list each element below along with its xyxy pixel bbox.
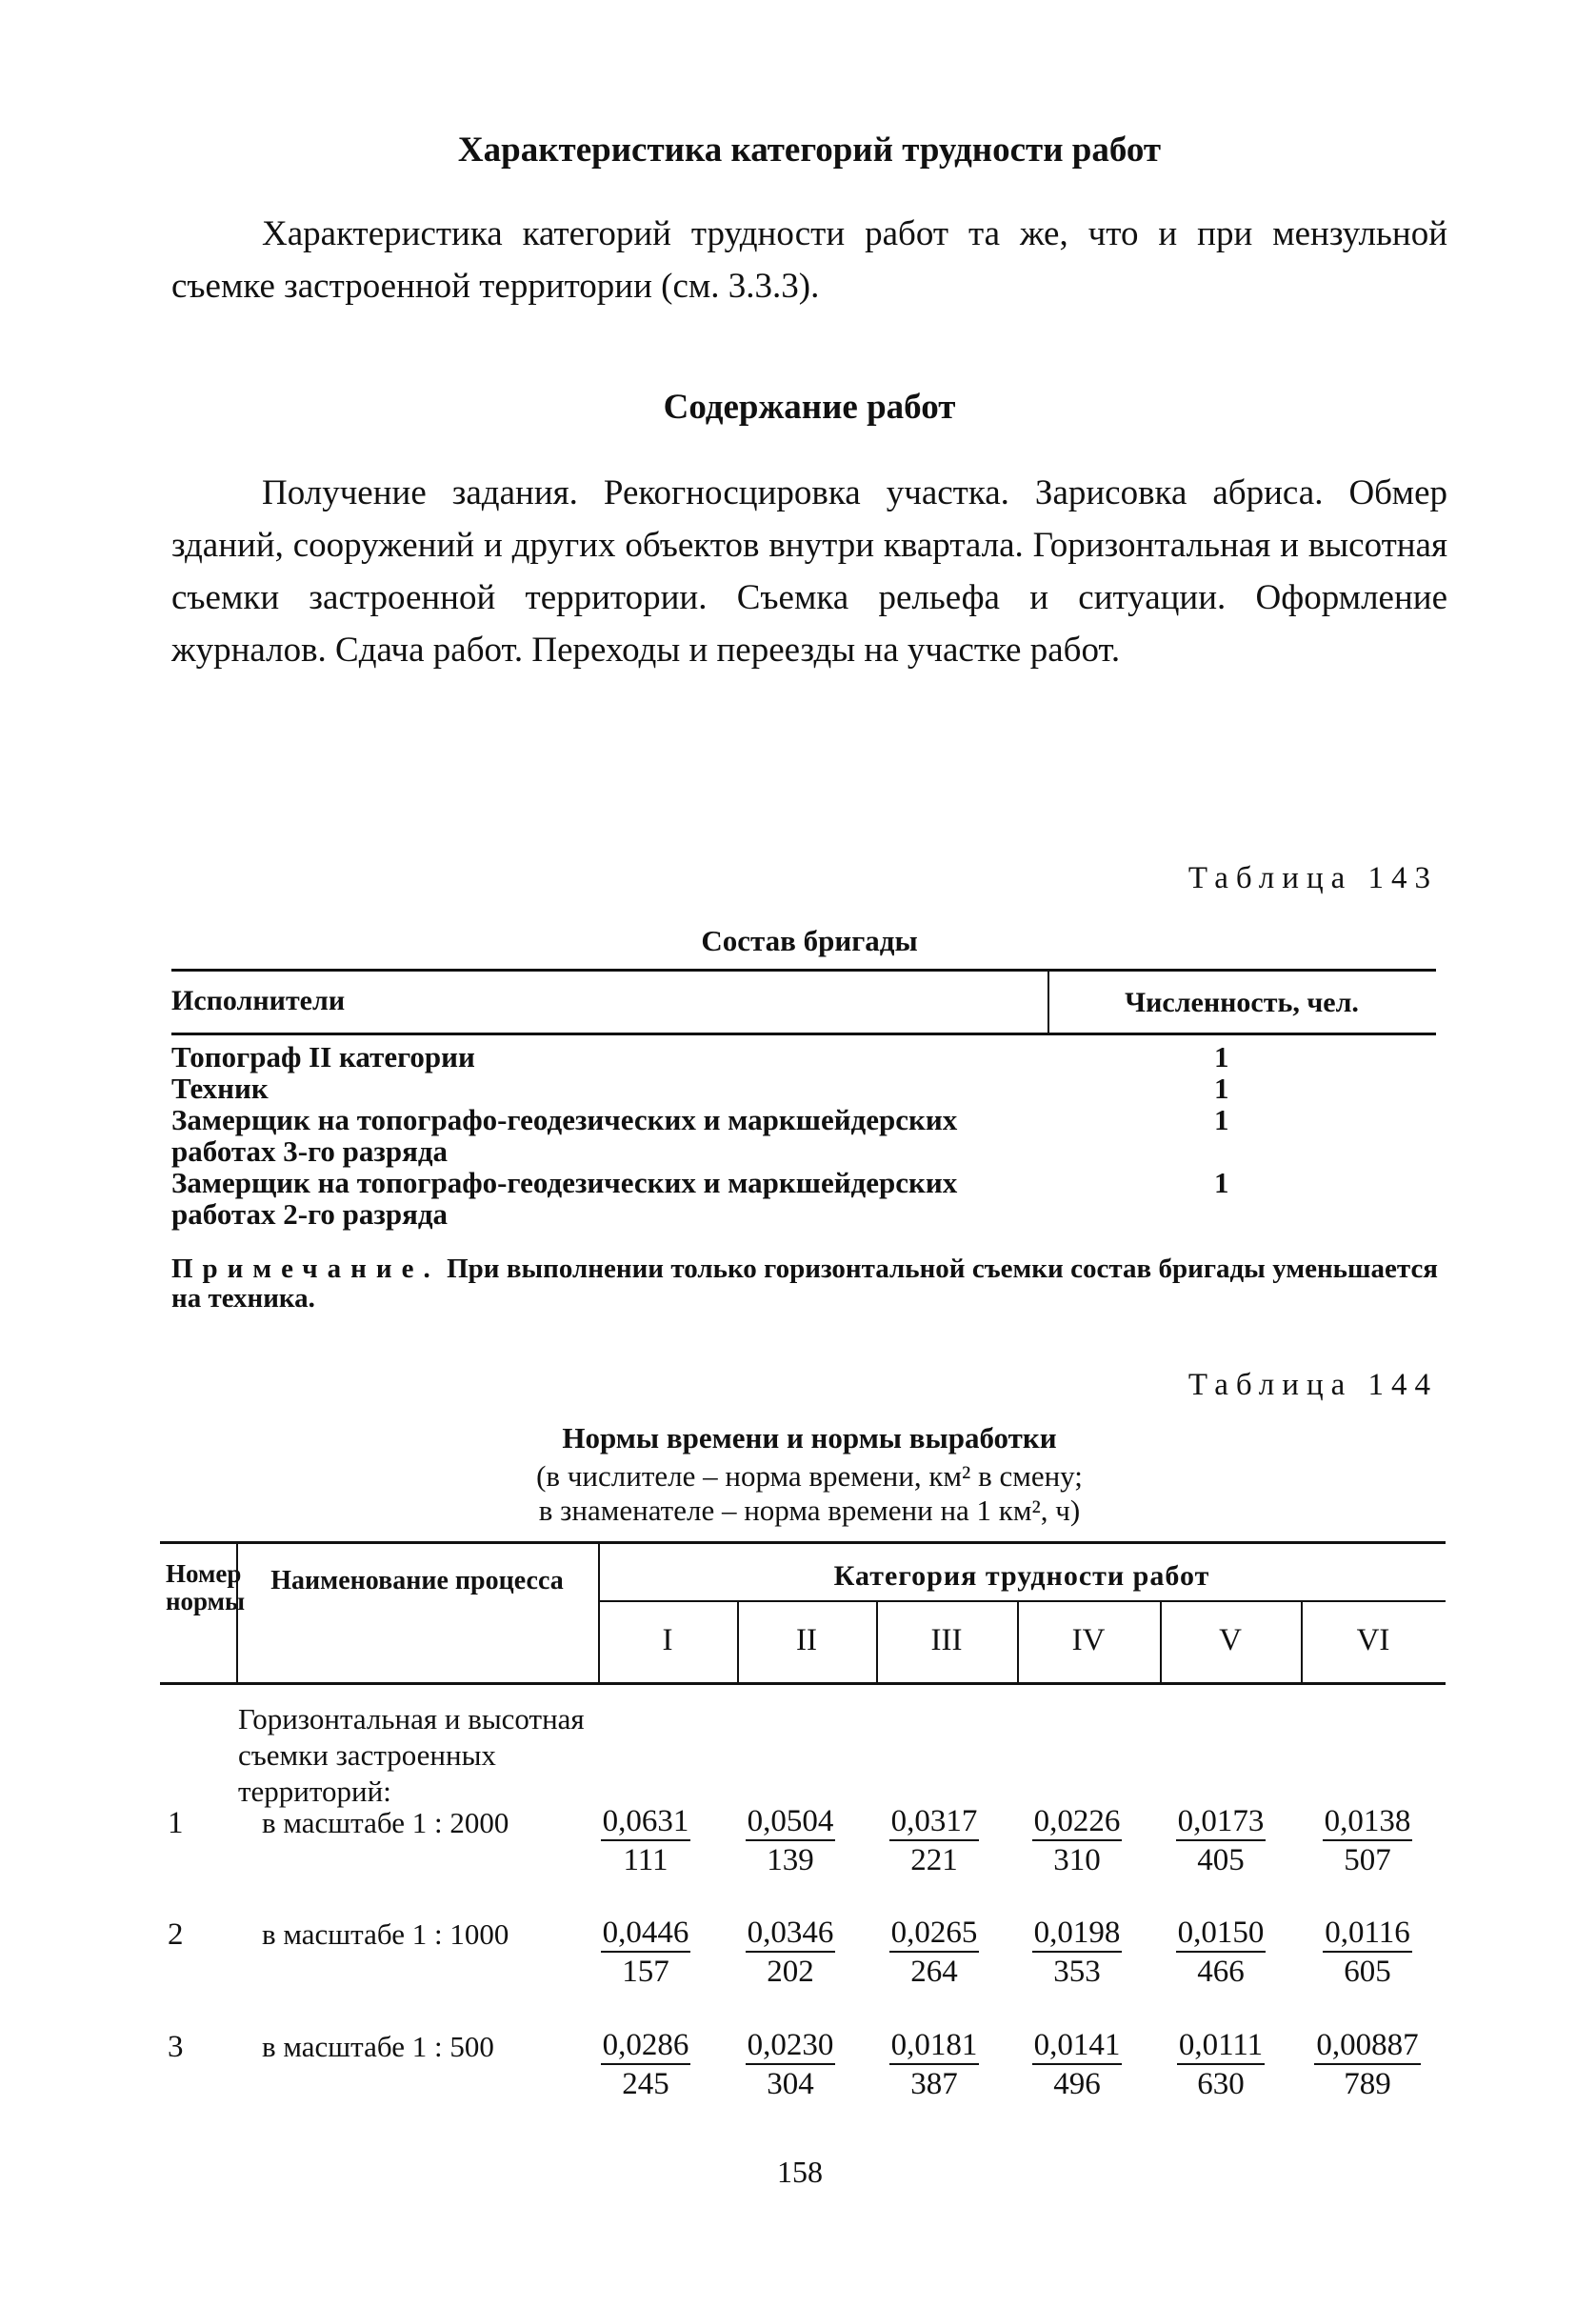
time-norm: 0,0141 [1032,2027,1123,2065]
table-144-header [160,1541,1446,1684]
norm-value [1025,1803,1129,1879]
time-norm: 0,0286 [601,2027,691,2065]
output-norm: 405 [1197,1843,1245,1877]
norm-value [738,2027,843,2103]
output-norm: 496 [1053,2067,1101,2101]
output-norm: 310 [1053,1843,1101,1877]
time-norm: 0,0230 [746,2027,836,2065]
norm-value [593,1803,698,1879]
table-144-label: Таблица 144 [1187,1368,1438,1402]
process-section-title: Горизонтальная и высотная съемки застроенных территорий: [238,1702,585,1808]
norm-number: 3 [168,2030,184,2064]
time-norm: 0,0346 [746,1915,836,1953]
time-norm: 0,0138 [1323,1803,1413,1841]
norm-value [1310,1915,1425,1991]
performer-name: Замерщик на топографо-геодезических и маркшейдерских работах 2-го разряда [171,1166,958,1231]
category-header: IV [1071,1623,1106,1657]
note-text: При выполнении только горизонтальной съемки состав бригады уменьшается на техника. [171,1254,1439,1314]
header-bottom-rule [160,1682,1446,1685]
section-heading-work-content: Содержание работ [663,388,956,427]
time-norm: 0,0181 [889,2027,980,2065]
table-143 [171,969,1436,1230]
table-row [171,1073,1436,1104]
time-norm: 0,0111 [1177,2027,1265,2065]
norm-value [593,2027,698,2103]
header-top-rule [160,1541,1446,1544]
norm-value [1168,1803,1273,1879]
performer-count: 1 [1214,1166,1229,1199]
output-norm: 630 [1197,2067,1245,2101]
difficulty-text: Характеристика категорий трудности работ та же, что и при мензульной съемке застроенной территории (см. 3.3.3). [171,214,1447,306]
output-norm: 304 [767,2067,814,2101]
performer-count: 1 [1214,1040,1229,1073]
table-143-header [171,969,1436,1035]
performer-name: Замерщик на топографо-геодезических и маркшейдерских работах 3-го разряда [171,1103,958,1168]
time-norm: 0,0504 [746,1803,836,1841]
table-144-title: Нормы времени и нормы выработки [562,1421,1057,1454]
col-header-performers: Исполнители [171,985,346,1016]
work-content-text: Получение задания. Рекогносцировка участка. Зарисовка абриса. Обмер зданий, сооружений и других объектов внутри квартала. Горизонтальная и высотная съемки застроенной территории. Съемка рельефа и ситуации. Оформление журналов. Сдача работ. Переходы и переезды на участке работ. [171,473,1447,670]
output-norm: 111 [623,1843,668,1877]
performer-name: Техник [171,1072,269,1105]
table-row [171,1104,1436,1167]
table-143-title: Состав бригады [701,924,918,957]
time-norm: 0,0116 [1323,1915,1412,1953]
time-norm: 0,0631 [601,1803,691,1841]
norm-value [882,1803,987,1879]
norm-value [882,1915,987,1991]
note-label: Примечание. [171,1254,440,1284]
section-heading-difficulty: Характеристика категорий трудности работ [457,130,1162,170]
process-name: в масштабе 1 : 2000 [262,1806,509,1839]
time-norm: 0,0265 [889,1915,980,1953]
norm-value [1310,2027,1425,2103]
category-header: III [930,1623,963,1657]
output-norm: 264 [910,1955,958,1989]
time-norm: 0,0226 [1032,1803,1123,1841]
table-row [171,1041,1436,1073]
category-header: V [1219,1623,1242,1657]
page-number: 158 [777,2155,823,2189]
output-norm: 353 [1053,1955,1101,1989]
output-norm: 245 [622,2067,669,2101]
category-header: I [662,1623,673,1657]
col-header-process: Наименование процесса [270,1566,564,1595]
output-norm: 789 [1344,2067,1391,2101]
norm-value [882,2027,987,2103]
work-content-paragraph [171,467,1447,676]
process-name: в масштабе 1 : 500 [262,2030,494,2063]
col-header-category: Категория трудности работ [833,1560,1210,1592]
header-divider [598,1600,1446,1602]
norm-value [1310,1803,1425,1879]
norm-value [738,1915,843,1991]
output-norm: 139 [767,1843,814,1877]
norm-value [1025,2027,1129,2103]
norm-value [1025,1915,1129,1991]
performer-count: 1 [1214,1103,1229,1136]
time-norm: 0,0198 [1032,1915,1123,1953]
output-norm: 605 [1344,1955,1391,1989]
norm-number: 2 [168,1917,184,1952]
table-row [171,1167,1436,1230]
output-norm: 387 [910,2067,958,2101]
performer-count: 1 [1214,1072,1229,1105]
output-norm: 466 [1197,1955,1245,1989]
norm-value [1168,1915,1273,1991]
table-144-subtitle-2: в знаменателе – норма времени на 1 км², ч) [538,1494,1081,1527]
category-header: VI [1356,1623,1390,1657]
table-144-subtitle-1: (в числителе – норма времени, км² в смену; [536,1459,1083,1493]
time-norm: 0,0150 [1176,1915,1267,1953]
output-norm: 507 [1344,1843,1391,1877]
col-header-number: Номер нормы [166,1559,246,1615]
norm-value [1168,2027,1273,2103]
time-norm: 0,0173 [1176,1803,1267,1841]
process-name: в масштабе 1 : 1000 [262,1917,509,1951]
time-norm: 0,0317 [889,1803,980,1841]
time-norm: 0,00887 [1314,2027,1420,2065]
output-norm: 202 [767,1955,814,1989]
category-header: II [796,1623,817,1657]
performer-name: Топограф II категории [171,1040,475,1073]
table-143-label: Таблица 143 [1187,861,1438,895]
time-norm: 0,0446 [601,1915,691,1953]
norm-value [593,1915,698,1991]
table-143-note [171,1254,1438,1314]
output-norm: 157 [622,1955,669,1989]
output-norm: 221 [910,1843,958,1877]
difficulty-paragraph [171,208,1447,312]
norm-number: 1 [168,1806,184,1840]
norm-value [738,1803,843,1879]
col-header-count: Численность, чел. [1125,987,1359,1018]
